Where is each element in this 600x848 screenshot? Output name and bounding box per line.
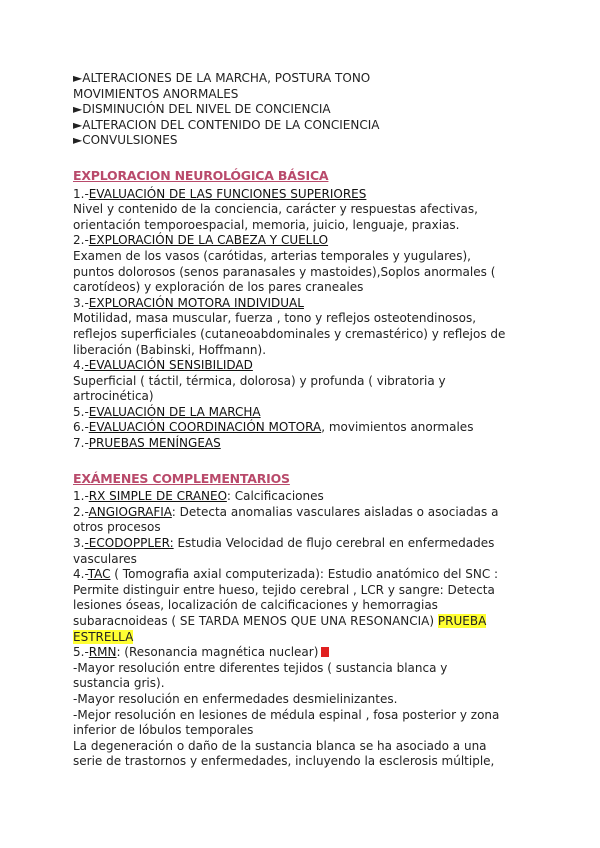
document-content bbox=[73, 71, 533, 770]
item-text: Permite distinguir entre hueso, tejido cerebral , LCR y sangre: Detecta bbox=[73, 582, 495, 597]
item-number: 5.- bbox=[73, 404, 89, 419]
item-number: 4. bbox=[73, 358, 85, 373]
list-item-title bbox=[73, 358, 533, 374]
item-text: Nivel y contenido de la conciencia, carácter y respuestas afectivas, bbox=[73, 202, 478, 217]
item-text: carotídeos) y exploración de los pares craneales bbox=[73, 280, 364, 295]
item-text: Motilidad, masa muscular, fuerza , tono y reflejos osteotendinosos, bbox=[73, 311, 477, 326]
item-title: EVALUACIÓN DE LA MARCHA bbox=[88, 404, 261, 419]
item-text: Superficial ( táctil, térmica, dolorosa) y profunda ( vibratoria y bbox=[73, 373, 446, 388]
item-text: Examen de los vasos (carótidas, arterias temporales y yugulares), bbox=[73, 248, 471, 263]
item-text: orientación temporoespacial, memoria, juicio, lenguaje, praxias. bbox=[73, 217, 460, 232]
item-text: La degeneración o daño de la sustancia blanca se ha asociado a una bbox=[73, 738, 487, 753]
bullet-line: ►CONVULSIONES bbox=[73, 133, 178, 148]
item-text: subaracnoideas ( SE TARDA MENOS QUE UNA RESONANCIA) bbox=[73, 614, 438, 628]
item-title: EVALUACIÓN COORDINACIÓN MOTORA bbox=[88, 420, 322, 435]
item-number: 3.- bbox=[73, 295, 89, 310]
item-text: : (Resonancia magnética nuclear) bbox=[116, 645, 319, 660]
item-title: EXPLORACIÓN DE LA CABEZA Y CUELLO bbox=[88, 233, 329, 248]
item-title: ANGIOGRAFIA bbox=[88, 504, 172, 519]
item-text: lesiones óseas, localización de calcificaciones y hemorragias bbox=[73, 598, 438, 613]
item-text: -Mejor resolución en lesiones de médula espinal , fosa posterior y zona bbox=[73, 707, 500, 722]
item-text: : Calcificaciones bbox=[226, 489, 324, 504]
highlighted-text: PRUEBA bbox=[437, 614, 487, 628]
bullet-line: ►ALTERACION DEL CONTENIDO DE LA CONCIENCIA bbox=[73, 117, 380, 132]
item-text: reflejos superficiales (cutaneoabdominales y cremastérico) y reflejos de bbox=[73, 326, 506, 341]
item-title: EVALUACIÓN DE LAS FUNCIONES SUPERIORES bbox=[88, 186, 367, 201]
item-title: RMN bbox=[88, 645, 117, 660]
item-number: 3. bbox=[73, 536, 85, 551]
item-number: 1.- bbox=[73, 186, 89, 201]
section-heading: EXÁMENES COMPLEMENTARIOS bbox=[73, 470, 290, 486]
list-item-title bbox=[73, 645, 533, 661]
item-text-with-highlight bbox=[73, 630, 533, 646]
list-item-title bbox=[73, 296, 533, 312]
item-text: ( Tomografia axial computerizada): Estudio anatómico del SNC : bbox=[110, 567, 499, 582]
item-title: RX SIMPLE DE CRANEO bbox=[88, 489, 227, 504]
list-item-title bbox=[73, 405, 533, 421]
list-item-title bbox=[73, 187, 533, 203]
highlighted-text: ESTRELLA bbox=[73, 629, 134, 644]
list-item-title bbox=[73, 505, 533, 521]
item-number: 6.- bbox=[73, 420, 89, 435]
bullet-line: ►DISMINUCIÓN DEL NIVEL DE CONCIENCIA bbox=[73, 102, 331, 117]
item-text: otros procesos bbox=[73, 520, 161, 535]
item-number: 2.- bbox=[73, 504, 89, 519]
item-text: -Mayor resolución entre diferentes tejidos ( sustancia blanca y bbox=[73, 660, 448, 675]
item-text: vasculares bbox=[73, 551, 137, 566]
item-number: 2.- bbox=[73, 233, 89, 248]
item-title: -ECODOPPLER: bbox=[84, 536, 174, 551]
list-item-title bbox=[73, 489, 533, 505]
item-text: liberación (Babinski, Hoffmann). bbox=[73, 342, 267, 357]
item-number: 5.- bbox=[73, 645, 89, 660]
item-text: serie de trastornos y enfermedades, incluyendo la esclerosis múltiple, bbox=[73, 754, 495, 769]
item-title: -EVALUACIÓN SENSIBILIDAD bbox=[84, 358, 253, 373]
item-text: -Mayor resolución en enfermedades desmielinizantes. bbox=[73, 691, 398, 706]
bullet-line: MOVIMIENTOS ANORMALES bbox=[73, 86, 239, 101]
item-text: : Detecta anomalias vasculares aisladas o asociadas a bbox=[171, 504, 499, 519]
item-text: , movimientos anormales bbox=[321, 420, 474, 435]
item-title: TAC bbox=[87, 567, 111, 582]
comment-marker-icon[interactable] bbox=[321, 647, 329, 657]
list-item-title bbox=[73, 436, 533, 452]
item-text: artrocinética) bbox=[73, 389, 154, 404]
list-item-title bbox=[73, 420, 533, 436]
item-title: EXPLORACIÓN MOTORA INDIVIDUAL bbox=[88, 295, 304, 310]
item-text: inferior de lóbulos temporales bbox=[73, 723, 254, 738]
bullet-line: ►ALTERACIONES DE LA MARCHA, POSTURA TONO bbox=[73, 71, 371, 85]
list-item-title bbox=[73, 536, 533, 552]
section-heading: EXPLORACION NEUROLÓGICA BÁSICA bbox=[73, 167, 329, 183]
item-text: puntos dolorosos (senos paranasales y mastoides),Soplos anormales ( bbox=[73, 264, 496, 279]
item-number: 4.- bbox=[73, 567, 88, 582]
item-number: 7.- bbox=[73, 436, 89, 451]
item-text: Estudia Velocidad de flujo cerebral en enfermedades bbox=[173, 536, 495, 551]
list-item-title bbox=[73, 567, 533, 583]
item-title: PRUEBAS MENÍNGEAS bbox=[88, 436, 221, 451]
item-text-with-highlight bbox=[73, 614, 533, 630]
item-number: 1.- bbox=[73, 489, 89, 504]
item-text: sustancia gris). bbox=[73, 676, 165, 691]
list-item-title bbox=[73, 233, 533, 249]
